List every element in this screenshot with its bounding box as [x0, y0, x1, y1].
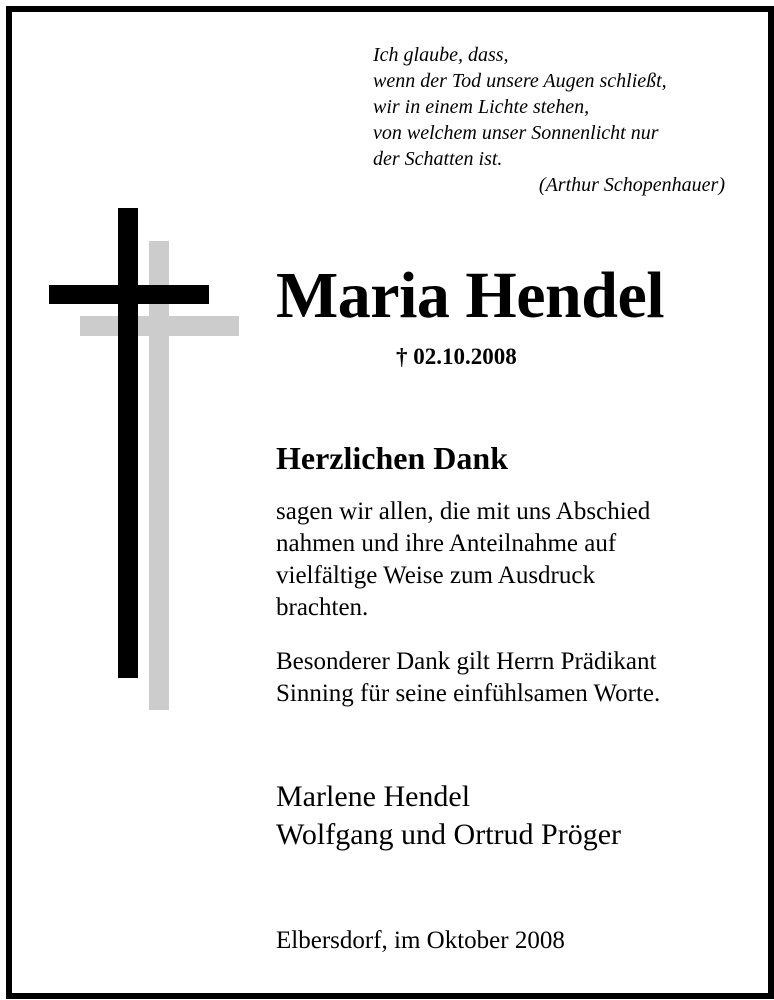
cross-horizontal: [49, 285, 209, 304]
special-thanks-paragraph: [276, 646, 726, 710]
thanks-line: brachten.: [276, 594, 369, 621]
thanks-line: nahmen und ihre Anteilnahme auf: [276, 530, 617, 557]
cross-vertical: [118, 208, 138, 678]
quote-block: [373, 42, 733, 198]
quote-line: wir in einem Lichte stehen,: [373, 96, 590, 118]
quote-line: der Schatten ist.: [373, 148, 503, 170]
cross-shadow-horizontal: [80, 316, 239, 336]
quote-line: von welchem unser Sonnenlicht nur: [373, 122, 659, 144]
quote-line: wenn der Tod unsere Augen schließt,: [373, 70, 667, 92]
thanks-line: sagen wir allen, die mit uns Abschied: [276, 498, 651, 525]
thanks-paragraph: [276, 496, 726, 624]
signer-name: Marlene Hendel: [276, 780, 471, 813]
special-thanks-line: Besonderer Dank gilt Herrn Prädikant: [276, 648, 657, 675]
cross-shadow-vertical: [149, 241, 169, 710]
signer-name: Wolfgang und Ortrud Pröger: [276, 818, 622, 851]
special-thanks-line: Sinning für seine einfühlsamen Worte.: [276, 680, 661, 707]
signers-block: [276, 778, 621, 854]
death-date: † 02.10.2008: [396, 344, 517, 369]
quote-author: (Arthur Schopenhauer): [538, 174, 725, 196]
place-date: Elbersdorf, im Oktober 2008: [276, 927, 565, 954]
quote-line: Ich glaube, dass,: [373, 44, 509, 66]
thanks-heading: Herzlichen Dank: [276, 440, 508, 476]
deceased-name: Maria Hendel: [276, 259, 665, 332]
thanks-line: vielfältige Weise zum Ausdruck: [276, 562, 595, 589]
